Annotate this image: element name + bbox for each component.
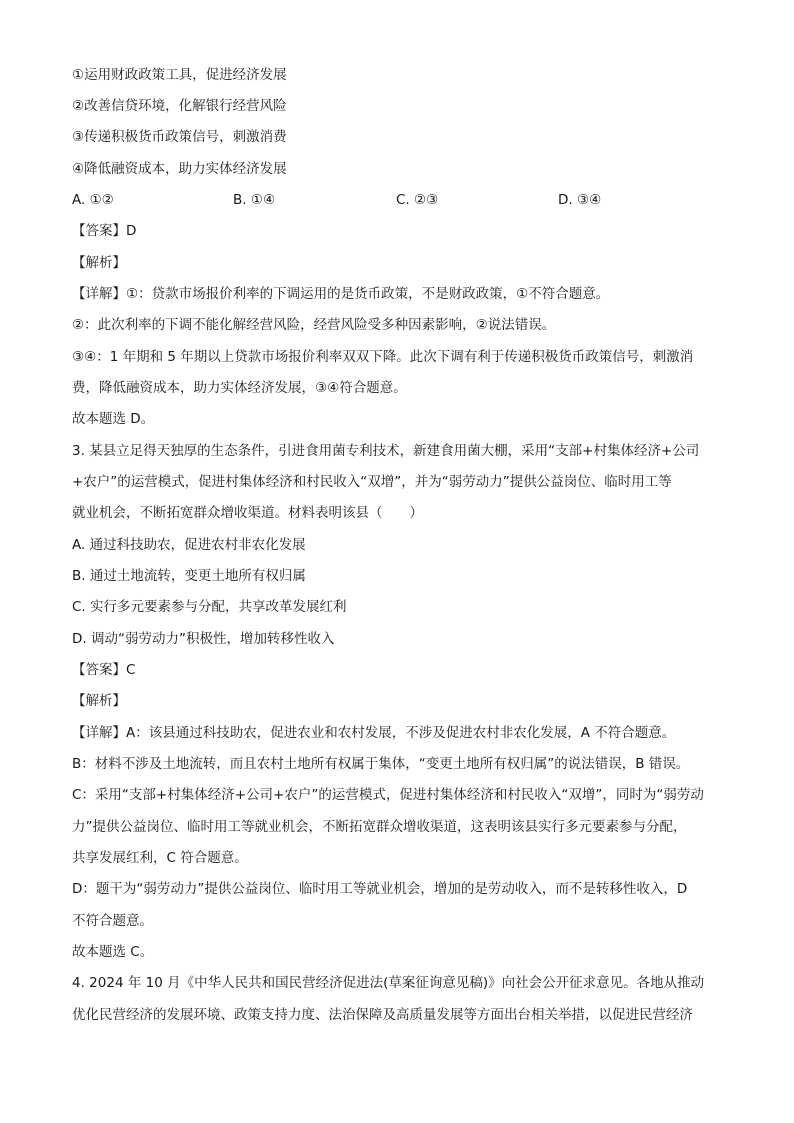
q3-detail-4: 力”提供公益岗位、临时用工等就业机会，不断拓宽群众增收渠道，这表明该县实行多元要素参与分配， [72,819,687,835]
q2-conclusion: 故本题选 D。 [72,411,155,427]
q3-stem-2: +农户”的运营模式，促进村集体经济和村民收入“双增”，并为“弱劳动力”提供公益岗位、临时用工等 [72,474,672,490]
q2-detail-3: ③④：1 年期和 5 年期以上贷款市场报价利率双双下降。此次下调有利于传递积极货币政策信号，刺激消 [72,349,694,365]
statement-1: ①运用财政政策工具，促进经济发展 [72,67,287,83]
q3-detail-7: 不符合题意。 [72,913,153,929]
q4-stem-1: 4. 2024 年 10 月《中华人民共和国民营经济促进法(草案征询意见稿)》向社会公开征求意见。各地从推动 [72,975,705,991]
q3-stem-1: 3. 某县立足得天独厚的生态条件，引进食用菌专利技术，新建食用菌大棚，采用“支部+村集体经济+公司 [72,443,700,459]
q2-option-d: D. ③④ [558,192,602,208]
q4-stem-2: 优化民营经济的发展环境、政策支持力度、法治保障及高质量发展等方面出台相关举措，以促进民营经济 [72,1007,693,1023]
q2-detail-2: ②：此次利率的下调不能化解经营风险，经营风险受多种因素影响，②说法错误。 [72,317,556,333]
statement-3: ③传递积极货币政策信号，刺激消费 [72,129,287,145]
q3-detail-2: B：材料不涉及土地流转，而且农村土地所有权属于集体，“变更土地所有权归属”的说法错误，B 错误。 [72,756,690,772]
q3-option-d: D. 调动“弱劳动力”积极性，增加转移性收入 [72,631,335,647]
q2-detail-4: 费，降低融资成本，助力实体经济发展，③④符合题意。 [72,380,407,396]
q2-answer: 【答案】D [72,223,137,239]
q3-option-c: C. 实行多元要素参与分配，共享改革发展红利 [72,599,347,615]
q3-detail-5: 共享发展红利，C 符合题意。 [72,850,248,866]
q3-conclusion: 故本题选 C。 [72,944,154,960]
q3-option-b: B. 通过土地流转，变更土地所有权归属 [72,568,306,584]
q2-analysis-heading: 【解析】 [72,255,126,271]
q3-option-a: A. 通过科技助农，促进农村非农化发展 [72,537,306,553]
q2-detail-1: 【详解】①：贷款市场报价利率的下调运用的是货币政策，不是财政政策，①不符合题意。 [72,286,610,302]
statement-2: ②改善信贷环境，化解银行经营风险 [72,98,287,114]
q3-analysis-heading: 【解析】 [72,693,126,709]
q3-detail-3: C：采用“支部+村集体经济+公司+农户”的运营模式，促进村集体经济和村民收入“双增”，同时为“弱劳动 [72,787,704,803]
q3-stem-3: 就业机会，不断拓宽群众增收渠道。材料表明该县（ ） [72,505,423,521]
q3-detail-6: D：题干为“弱劳动力”提供公益岗位、临时用工等就业机会，增加的是劳动收入，而不是转移性收入，D [72,881,688,897]
q3-detail-1: 【详解】A：该县通过科技助农，促进农业和农村发展，不涉及促进农村非农化发展，A 不符合题意。 [72,725,676,741]
q2-option-c: C. ②③ [396,192,439,208]
q2-option-a: A. ①② [72,192,114,208]
statement-4: ④降低融资成本，助力实体经济发展 [72,161,287,177]
q2-option-b: B. ①④ [233,192,276,208]
q3-answer: 【答案】C [72,662,136,678]
